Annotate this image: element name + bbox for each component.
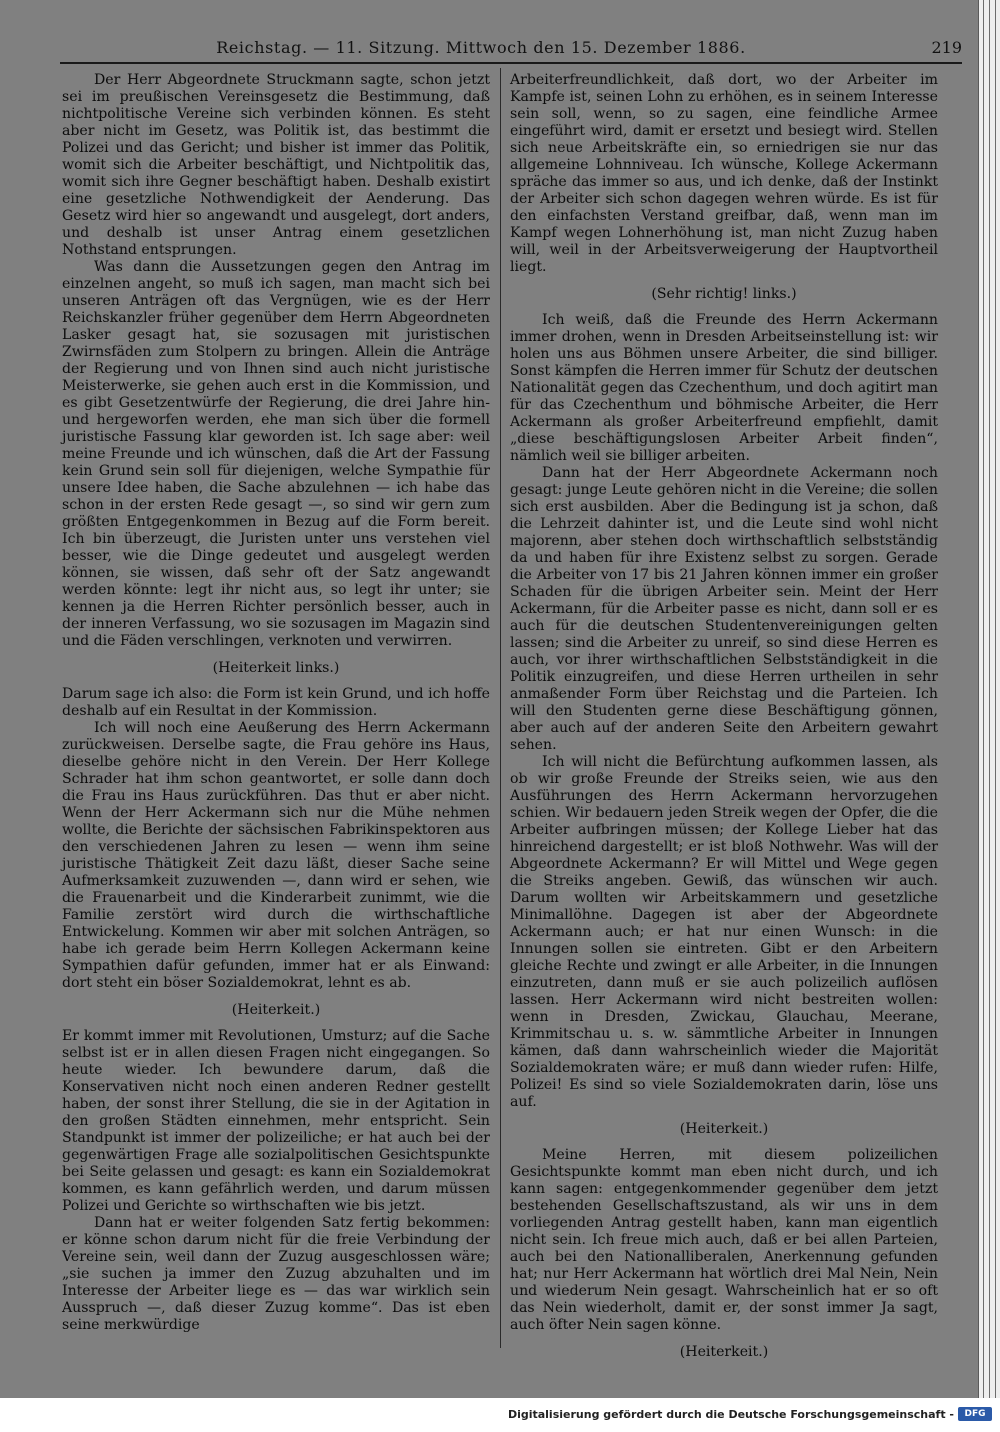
paragraph-continuation: Darum sage ich also: die Form ist kein Grund, und ich hoffe deshalb auf ein Resultat in der Kommission. xyxy=(62,686,490,719)
paragraph-continuation: Er kommt immer mit Revolutionen, Umsturz; auf die Sache selbst ist er in allen diesen Fragen nicht eingegangen. So heute wieder. Ich bewundere darum, daß die Konservativen nicht noch einen anderen Redner gestellt haben, der sonst ihrer Stellung, die sie in der Agitation in den großen Städten einnehmen, mehr entspricht. Sein Standpunkt ist immer der polizeiliche; er hat auch bei der gegenwärtigen Frage alle sozialpolitischen Gesichtspunkte bei Seite gelassen und gesagt: es kann ein Sozialdemokrat kommen, es kann gefährlich werden, und darum müssen Polizei und Gerichte so wirthschaften wie bis jetzt. xyxy=(62,1028,490,1214)
scan-edge xyxy=(979,0,1000,1398)
interjection: (Sehr richtig! links.) xyxy=(651,286,797,302)
footer xyxy=(0,1398,1000,1432)
paragraph: Dann hat er weiter folgenden Satz fertig bekommen: er könne schon darum nicht für die freie Verbindung der Vereine sein, weil dann der Zuzug ausgeschlossen wäre; „sie suchen ja immer den Zuzug abzuhalten und im Interesse der Arbeiter liege es — das war wirklich sein Ausspruch —, daß dieser Zuzug komme“. Das ist eben seine merkwürdige xyxy=(62,1215,490,1333)
left-column xyxy=(62,72,490,1340)
column-divider xyxy=(500,68,501,1348)
interjection: (Heiterkeit.) xyxy=(679,1121,769,1137)
paragraph: Was dann die Aussetzungen gegen den Antrag im einzelnen angeht, so muß ich sagen, man macht sich bei unseren Anträgen oft das Vergnügen, wie es der Herr Reichskanzler früher gegenüber dem Herrn Abgeordneten Lasker gesagt hat, sie sozusagen mit juristischen Zwirnsfäden zum Stolpern zu bringen. Allein die Anträge der Regierung und von Ihnen sind auch nicht juristische Meisterwerke, sie gehen auch erst in die Kommission, und es gibt Gesetzentwürfe der Regierung, die drei Jahre hin- und hergeworfen werden, ehe man sich über die formell juristische Fassung klar geworden ist. Ich sage aber: weil meine Freunde und ich wünschen, daß die Art der Fassung kein Grund sein soll für diejenigen, welche Sympathie für unsere Idee haben, die Sache abzulehnen — ich habe das schon in der ersten Rede gesagt —, so sind wir gern zum größten Entgegenkommen in Bezug auf die Form bereit. Ich bin überzeugt, die Juristen unter uns verstehen viel besser, wie die Dinge gedeutet und ausgelegt werden können, sie wissen, daß sehr oft der Satz angewandt werden könnte: legt ihr nicht aus, so legt ihr unter; sie kennen ja die Herren Richter persönlich besser, auch in der inneren Verfassung, wo sie sozusagen im Magazin sind und die Fäden verschlingen, verknoten und verwirren. xyxy=(62,259,490,649)
paragraph: Ich will nicht die Befürchtung aufkommen lassen, als ob wir große Freunde der Streiks seien, wie aus den Ausführungen des Herrn Ackermann hervorzugehen schien. Wir bedauern jeden Streik wegen der Opfer, die die Arbeiter aufbringen müssen; der Kollege Lieber hat das hinreichend dargestellt; er ist bloß Nothwehr. Was will der Abgeordnete Ackermann? Er will Mittel und Wege gegen die Streiks angeben. Gewiß, das wünschen wir auch. Darum wollten wir Arbeitskammern und gesetzliche Minimallöhne. Dagegen ist aber der Abgeordnete Ackermann auch; er hat nur einen Wunsch: in die Innungen sollen sie eintreten. Gibt er den Arbeitern gleiche Rechte und zwingt er alle Arbeiter, in die Innungen einzutreten, dann muß er sie auch polizeilich auflösen lassen. Herr Ackermann wird nicht bestreiten wollen: wenn in Dresden, Zwickau, Glauchau, Meerane, Krimmitschau u. s. w. sämmtliche Arbeiter in Innungen kämen, daß dann wahrscheinlich wieder die Majorität Sozialdemokraten wäre; er muß dann wieder rufen: Hilfe, Polizei! Es sind so viele Sozialdemokraten darin, löse uns auf. xyxy=(510,754,938,1110)
paragraph: Dann hat der Herr Abgeordnete Ackermann noch gesagt: junge Leute gehören nicht in die Vereine; die sollen sich erst ausbilden. Aber die Bedingung ist ja schon, daß die Lehrzeit dahinter ist, und die Leute sind wohl nicht majorenn, aber stehen doch wirthschaftlich selbstständig da und haben für ihre Existenz selbst zu sorgen. Gerade die Arbeiter von 17 bis 21 Jahren können immer ein großer Schaden für die übrigen Arbeiter sein. Meint der Herr Ackermann, für die Arbeiter passe es nicht, dann soll er es auch für die deutschen Studentenvereinigungen gelten lassen; sind die Arbeiter zu unreif, so sind diese Herren es auch, vor ihrer wirthschaftlichen Selbstständigkeit in die Politik einzugreifen, und diese Herren urtheilen in sehr anmaßender Form über Reichstag und die Parteien. Ich will den Studenten gerne diese Beschäftigung gönnen, aber auch auf der anderen Seite den Arbeitern gewahrt sehen. xyxy=(510,465,938,753)
paragraph: Ich weiß, daß die Freunde des Herrn Ackermann immer drohen, wenn in Dresden Arbeitseinstellung ist: wir holen uns aus Böhmen unsere Arbeiter, die sind billiger. Sonst kämpfen die Herren immer für Schutz der deutschen Nationalität gegen das Czechenthum, und doch agitirt man für das Czechenthum und böhmische Arbeiter, die Herr Ackermann als großer Arbeiterfreund empfiehlt, damit „diese beschäftigungslosen Arbeiter Arbeit finden“, nämlich weil sie billiger arbeiten. xyxy=(510,312,938,464)
page-number: 219 xyxy=(931,38,962,57)
interjection: (Heiterkeit.) xyxy=(679,1344,769,1360)
interjection: (Heiterkeit.) xyxy=(231,1002,321,1018)
paragraph: Meine Herren, mit diesem polizeilichen Gesichtspunkte kommt man eben nicht durch, und ich kann sagen: entgegenkommender gegenüber dem jetzt bestehenden Gesellschaftszustand, als wir uns in dem vorliegenden Antrag gestellt haben, kann man eigentlich nicht sein. Ich freue mich auch, daß er bei allen Parteien, auch bei den Nationalliberalen, Anerkennung gefunden hat; nur Herr Ackermann hat wörtlich drei Mal Nein, Nein und wiederum Nein gesagt. Wahrscheinlich hat er so oft das Nein wiederholt, damit er, der sonst immer Ja sagt, auch öfter Nein sagen könne. xyxy=(510,1147,938,1333)
paragraph: Ich will noch eine Aeußerung des Herrn Ackermann zurückweisen. Derselbe sagte, die Frau gehöre ins Haus, dieselbe gehöre nicht in den Verein. Der Herr Kollege Schrader hat ihm schon geantwortet, er solle dann doch die Frau ins Haus zurückführen. Das thut er aber nicht. Wenn der Herr Ackermann sich nur die Mühe nehmen wollte, die Berichte der sächsischen Fabrikinspektoren aus den verschiedenen Jahren zu lesen — wenn ihm seine juristische Thätigkeit Zeit dazu läßt, dieser Sache seine Aufmerksamkeit zuzuwenden —, dann wird er sehen, wie die Frauenarbeit und die Kinderarbeit zunimmt, wie die Familie zerstört wird durch die wirthschaftliche Entwickelung. Kommen wir aber mit solchen Anträgen, so habe ich gerade beim Herrn Kollegen Ackermann keine Sympathien dafür gefunden, immer hat er als Einwand: dort steht ein böser Sozialdemokrat, lehnt es ab. xyxy=(62,720,490,991)
page-header xyxy=(60,34,962,64)
right-column xyxy=(510,72,938,1360)
funding-credit: Digitalisierung gefördert durch die Deutsche Forschungsgemeinschaft - xyxy=(507,1408,954,1421)
running-title: Reichstag. — 11. Sitzung. Mittwoch den 15. Dezember 1886. xyxy=(216,38,746,57)
interjection: (Heiterkeit links.) xyxy=(212,660,340,676)
paragraph-continuation: Arbeiterfreundlichkeit, daß dort, wo der Arbeiter im Kampfe ist, seinen Lohn zu erhöhen, es in seinem Interesse sein soll, wenn, so zu sagen, eine feindliche Armee eingeführt wird, damit er ersetzt und besiegt wird. Stellen sich neue Arbeitskräfte ein, so erniedrigen sie nur das allgemeine Lohnniveau. Ich wünsche, Kollege Ackermann spräche das immer so aus, und ich denke, daß der Instinkt der Arbeiter sich schon dagegen wehren würde. Es ist für den einfachsten Verstand greifbar, daß, wenn man im Kampf wegen Lohnerhöhung ist, man nicht Zuzug haben will, weil in der Arbeitsverweigerung der Hauptvortheil liegt. xyxy=(510,72,938,275)
paragraph: Der Herr Abgeordnete Struckmann sagte, schon jetzt sei im preußischen Vereinsgesetz die Bestimmung, daß nichtpolitische Vereine sich verbinden können. Es steht aber nicht im Gesetz, was Politik ist, das bestimmt die Polizei und das Gericht; und bisher ist immer das Politik, womit sich die Arbeiter beschäftigt, und Nichtpolitik das, womit sich ihre Gegner beschäftigt haben. Deshalb existirt eine gesetzliche Nothwendigkeit der Aenderung. Das Gesetz wird hier so angewandt und ausgelegt, dort anders, und deshalb ist unser Antrag einem gesetzlichen Nothstand entsprungen. xyxy=(62,72,490,258)
dfg-logo: DFG xyxy=(958,1407,992,1421)
